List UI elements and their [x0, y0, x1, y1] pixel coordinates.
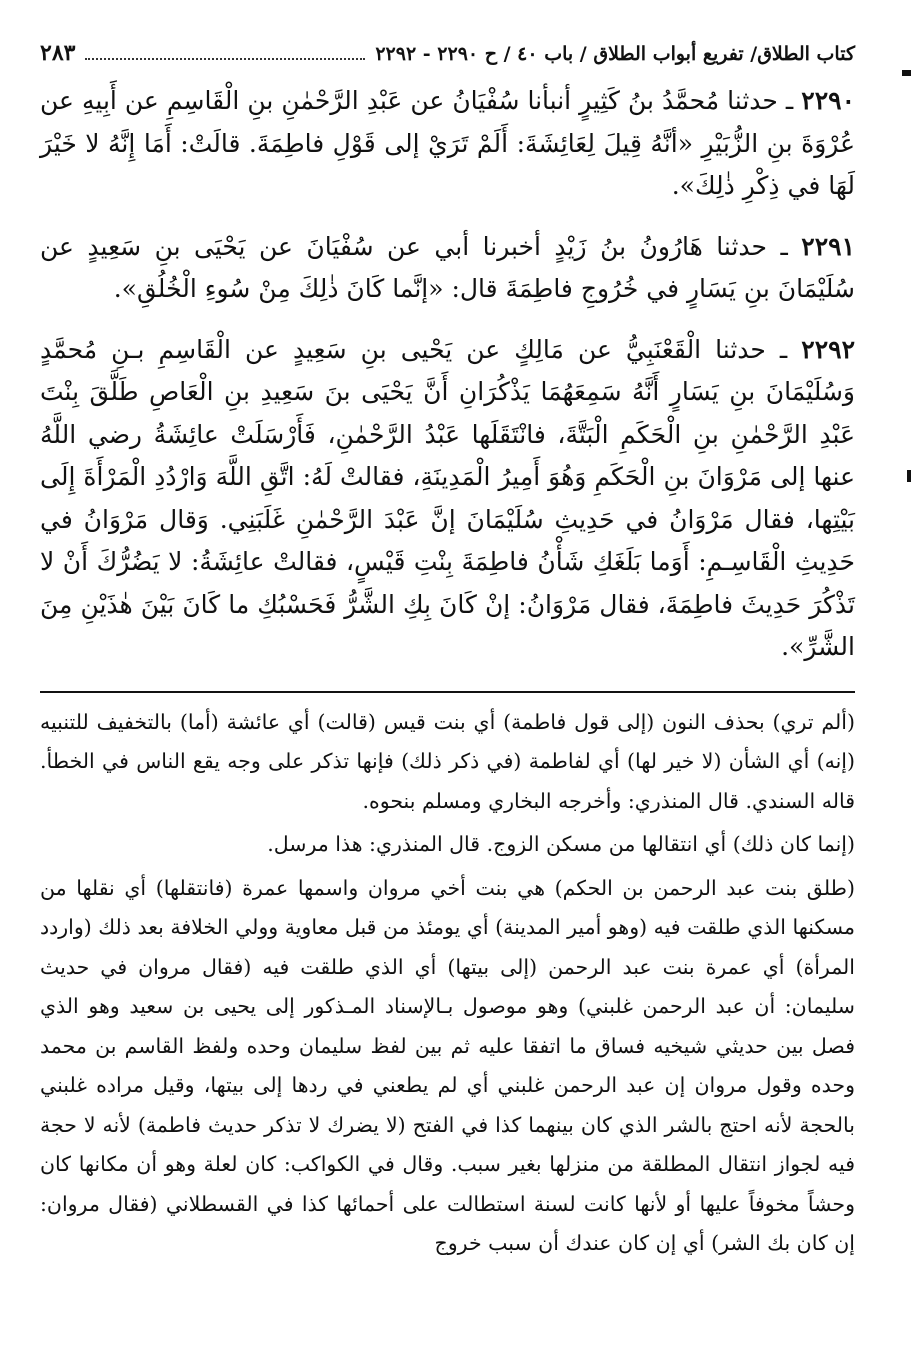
hadith-number: ٢٢٩٢	[801, 334, 855, 364]
commentary-2292: (طلق بنت عبد الرحمن بن الحكم) هي بنت أخي مروان واسمها عمرة (فانتقلها) أي نقلها من مسكنها الذي طلقت فيه (وهو أمير المدينة) أي يومئذ من قبل معاوية وولي الخلافة بعد ذلك (واردد المرأة) أي عمرة بنت عبد الرحمن (إلى بيتها) أي الذي طلقت فيه (فقال مروان في حديث سليمان: أن عبد الرحمن غلبني) وهو موصول بـالإسناد المـذكور إلى يحيى بن سعيد وهو الذي فصل بين حديثي شيخيه فساق ما اتفقا عليه ثم بين لفظ سليمان وحده ولفظ القاسم بن محمد وحده وقول مروان إن عبد الرحمن غلبني أي لم يطعني في ردها إلى بيتها، وقيل مراده غلبني بالحجة لأنه احتج بالشر الذي كان بينهما كذا في الفتح (لا يضرك لا تذكر حديث فاطمة) لأنه لا حجة فيه لجواز انتقال المطلقة من منزلها بغير سبب. وقال في الكواكب: كان لعلة وهو أن مكانها كان وحشاً مخوفاً عليها أو لأنها كانت لسنة استطالت على أحمائها كذا في القسطلاني (فقال مروان: إن كان بك الشر) أي إن كان عندك أن سبب خروج	[40, 875, 855, 1255]
hadith-text: ـ حدثنا الْقَعْنَبِيُّ عن مَالِكٍ عن يَحْيى بنِ سَعِيدٍ عن الْقَاسِمِ بـنِ مُحمَّدٍ وَسُلَيْمَانَ بنِ يَسَارٍ أَنَّهُ سَمِعَهُمَا يَذْكُرَانِ أَنَّ يَحْيَى بنَ سَعِيدِ بنِ الْعَاصِ طَلَّقَ بِنْتَ عَبْدِ الرَّحْمٰنِ بنِ الْحَكَمِ الْبَتَّةَ، فانْتَقَلَها عَبْدُ الرَّحْمٰنِ، فَأَرْسَلَتْ عائِشَةُ رضي اللَّهُ عنها إلى مَرْوَانَ بنِ الْحَكَمِ وَهُوَ أَمِيرُ الْمَدِينَةِ، فقالتْ لَهُ: اتَّقِ اللَّهَ وَارْدُدِ الْمَرْأَةَ إِلَى بَيْتِها، فقال مَرْوَانُ في حَدِيثِ سُلَيْمَانَ إنَّ عَبْدَ الرَّحْمٰنِ غَلَبَنِي. وَقال مَرْوَانُ في حَدِيثِ الْقَاسِـمِ: أَوَما بَلَغَكِ شَأْنُ فاطِمَةَ بِنْتِ قَيْسٍ، فقالتْ عائِشَةُ: لا يَضُرُّكَ أَنْ لا تَذْكُرَ حَدِيثَ فاطِمَةَ، فقال مَرْوَانُ: إنْ كَانَ بِكِ الشَّرُّ فَحَسْبُكِ ما كَانَ بَيْنَ هٰذَيْنِ مِنَ الشَّرِّ».	[40, 334, 855, 661]
running-header	[40, 40, 855, 74]
commentary-2290: (ألم تري) بحذف النون (إلى قول فاطمة) أي بنت قيس (قالت) أي عائشة (أما) بالتخفيف للتنبيه (إنه) أي الشأن (لا خير لها) أي لفاطمة (في ذكر ذلك) فإنها تذكر على وجه يقع الناس في الخطأ. قاله السندي. قال المنذري: وأخرجه البخاري ومسلم بنحوه.	[40, 709, 855, 813]
hadith-2291	[40, 226, 855, 311]
hadith-2290	[40, 80, 855, 208]
book-page	[40, 40, 855, 1330]
page-edge-mark	[902, 70, 911, 76]
running-title: كتاب الطلاق/ تفريع أبواب الطلاق / باب ٤٠ / ح ٢٢٩٠ - ٢٢٩٢	[375, 43, 855, 65]
footnote-divider	[40, 691, 855, 693]
hadith-number: ٢٢٩٠	[801, 86, 855, 115]
dot-leader	[85, 58, 365, 60]
hadith-text: ـ حدثنا هَارُونُ بنُ زَيْدٍ أخبرنا أبي عن سُفْيَانَ عن يَحْيَى بنِ سَعِيدٍ عن سُلَيْمَانَ بنِ يَسَارٍ في خُرُوجِ فاطِمَةَ قال: «إنَّما كَانَ ذٰلِكَ مِنْ سُوءِ الْخُلُقِ».	[40, 231, 855, 303]
hadith-number: ٢٢٩١	[801, 231, 855, 261]
page-number: ٢٨٣	[40, 40, 76, 66]
hadith-text: ـ حدثنا مُحمَّدُ بنُ كَثِيرٍ أنبأنا سُفْيَانُ عن عَبْدِ الرَّحْمٰنِ بنِ الْقَاسِمِ عن أَبِيهِ عن عُرْوَةَ بنِ الزُّبَيْرِ «أنَّهُ قِيلَ لِعَائِشَةَ: أَلَمْ تَرَيْ إلى قَوْلِ فاطِمَةَ. قالَتْ: أَمَا إِنَّهُ لا خَيْرَ لَهَا في ذِكْرِ ذٰلِكَ».	[40, 86, 855, 200]
page-edge-mark	[907, 470, 911, 482]
commentary-2291: (إنما كان ذلك) أي انتقالها من مسكن الزوج. قال المنذري: هذا مرسل.	[267, 832, 855, 856]
hadith-2292	[40, 329, 855, 669]
